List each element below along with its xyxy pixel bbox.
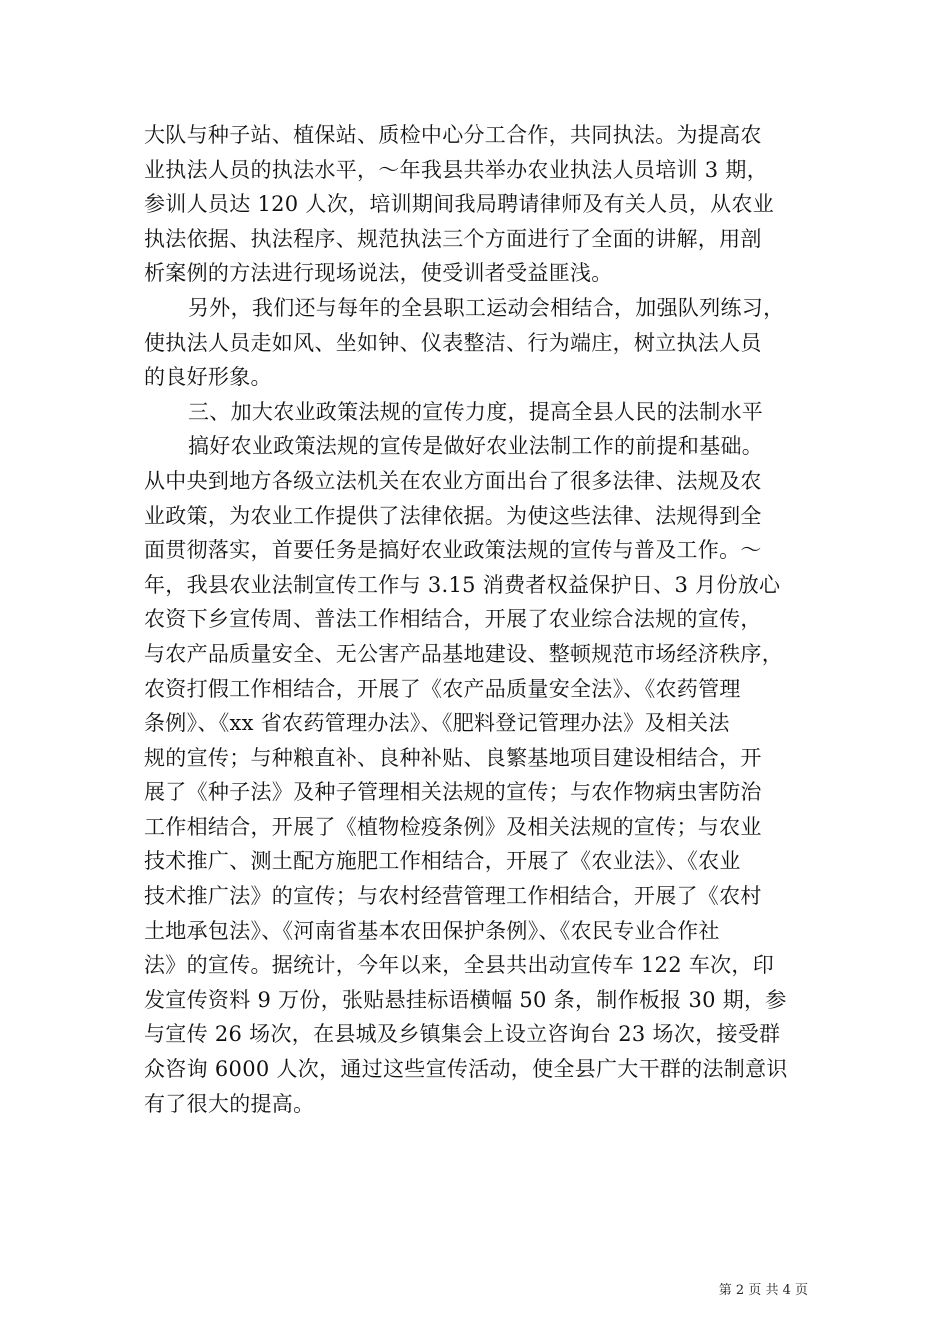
text-line: 大队与种子站、植保站、质检中心分工合作，共同执法。为提高农 bbox=[144, 123, 762, 147]
text-line: 业政策，为农业工作提供了法律依据。为使这些法律、法规得到全 bbox=[144, 503, 762, 528]
text-line: 工作相结合，开展了《植物检疫条例》及相关法规的宣传；与农业 bbox=[144, 814, 762, 839]
text-line: 的良好形象。 bbox=[144, 365, 272, 390]
section-heading: 三、加大农业政策法规的宣传力度，提高全县人民的法制水平 bbox=[188, 399, 764, 424]
text-line: 众咨询 6000 人次，通过这些宣传活动，使全县广大干群的法制意识 bbox=[144, 1057, 788, 1082]
text-line: 从中央到地方各级立法机关在农业方面出台了很多法律、法规及农 bbox=[144, 468, 762, 493]
text-line: 条例》、《xx 省农药管理办法》、《肥料登记管理办法》及相关法 bbox=[144, 711, 730, 736]
text-line: 面贯彻落实，首要任务是搞好农业政策法规的宣传与普及工作。～ bbox=[144, 538, 762, 563]
text-line: 执法依据、执法程序、规范执法三个方面进行了全面的讲解，用剖 bbox=[144, 226, 762, 251]
text-line: 参训人员达 120 人次，培训期间我局聘请律师及有关人员，从农业 bbox=[144, 192, 775, 217]
text-line: 农资打假工作相结合，开展了《农产品质量安全法》、《农药管理 bbox=[144, 676, 741, 701]
text-line: 展了《种子法》及种子管理相关法规的宣传；与农作物病虫害防治 bbox=[144, 780, 762, 805]
paragraph-start-line: 搞好农业政策法规的宣传是做好农业法制工作的前提和基础。 bbox=[188, 434, 764, 459]
text-line: 技术推广法》的宣传；与农村经营管理工作相结合，开展了《农村 bbox=[144, 884, 762, 909]
page-number-footer: 第 2 页 共 4 页 bbox=[718, 1283, 808, 1298]
body-text bbox=[144, 118, 808, 1121]
text-line: 发宣传资料 9 万份，张贴悬挂标语横幅 50 条，制作板报 30 期，参 bbox=[144, 987, 787, 1012]
text-line: 使执法人员走如风、坐如钟、仪表整洁、行为端庄，树立执法人员 bbox=[144, 330, 762, 355]
text-line: 农资下乡宣传周、普法工作相结合，开展了农业综合法规的宣传， bbox=[144, 607, 762, 632]
text-line: 技术推广、测土配方施肥工作相结合，开展了《农业法》、《农业 bbox=[144, 849, 741, 874]
text-line: 与农产品质量安全、无公害产品基地建设、整顿规范市场经济秩序， bbox=[144, 641, 783, 666]
text-line: 规的宣传；与种粮直补、良种补贴、良繁基地项目建设相结合，开 bbox=[144, 745, 762, 770]
text-line: 法》的宣传。据统计，今年以来，全县共出动宣传车 122 车次，印 bbox=[144, 953, 775, 978]
text-line: 土地承包法》、《河南省基本农田保护条例》、《农民专业合作社 bbox=[144, 918, 720, 943]
paragraph-start-line: 另外，我们还与每年的全县职工运动会相结合，加强队列练习， bbox=[188, 295, 785, 320]
text-line: 业执法人员的执法水平，～年我县共举办农业执法人员培训 3 期， bbox=[144, 157, 769, 182]
text-line: 与宣传 26 场次，在县城及乡镇集会上设立咨询台 23 场次，接受群 bbox=[144, 1022, 781, 1047]
text-line: 有了很大的提高。 bbox=[144, 1091, 315, 1116]
text-line: 析案例的方法进行现场说法，使受训者受益匪浅。 bbox=[144, 261, 613, 286]
text-line: 年，我县农业法制宣传工作与 3.15 消费者权益保护日、3 月份放心 bbox=[144, 572, 781, 597]
